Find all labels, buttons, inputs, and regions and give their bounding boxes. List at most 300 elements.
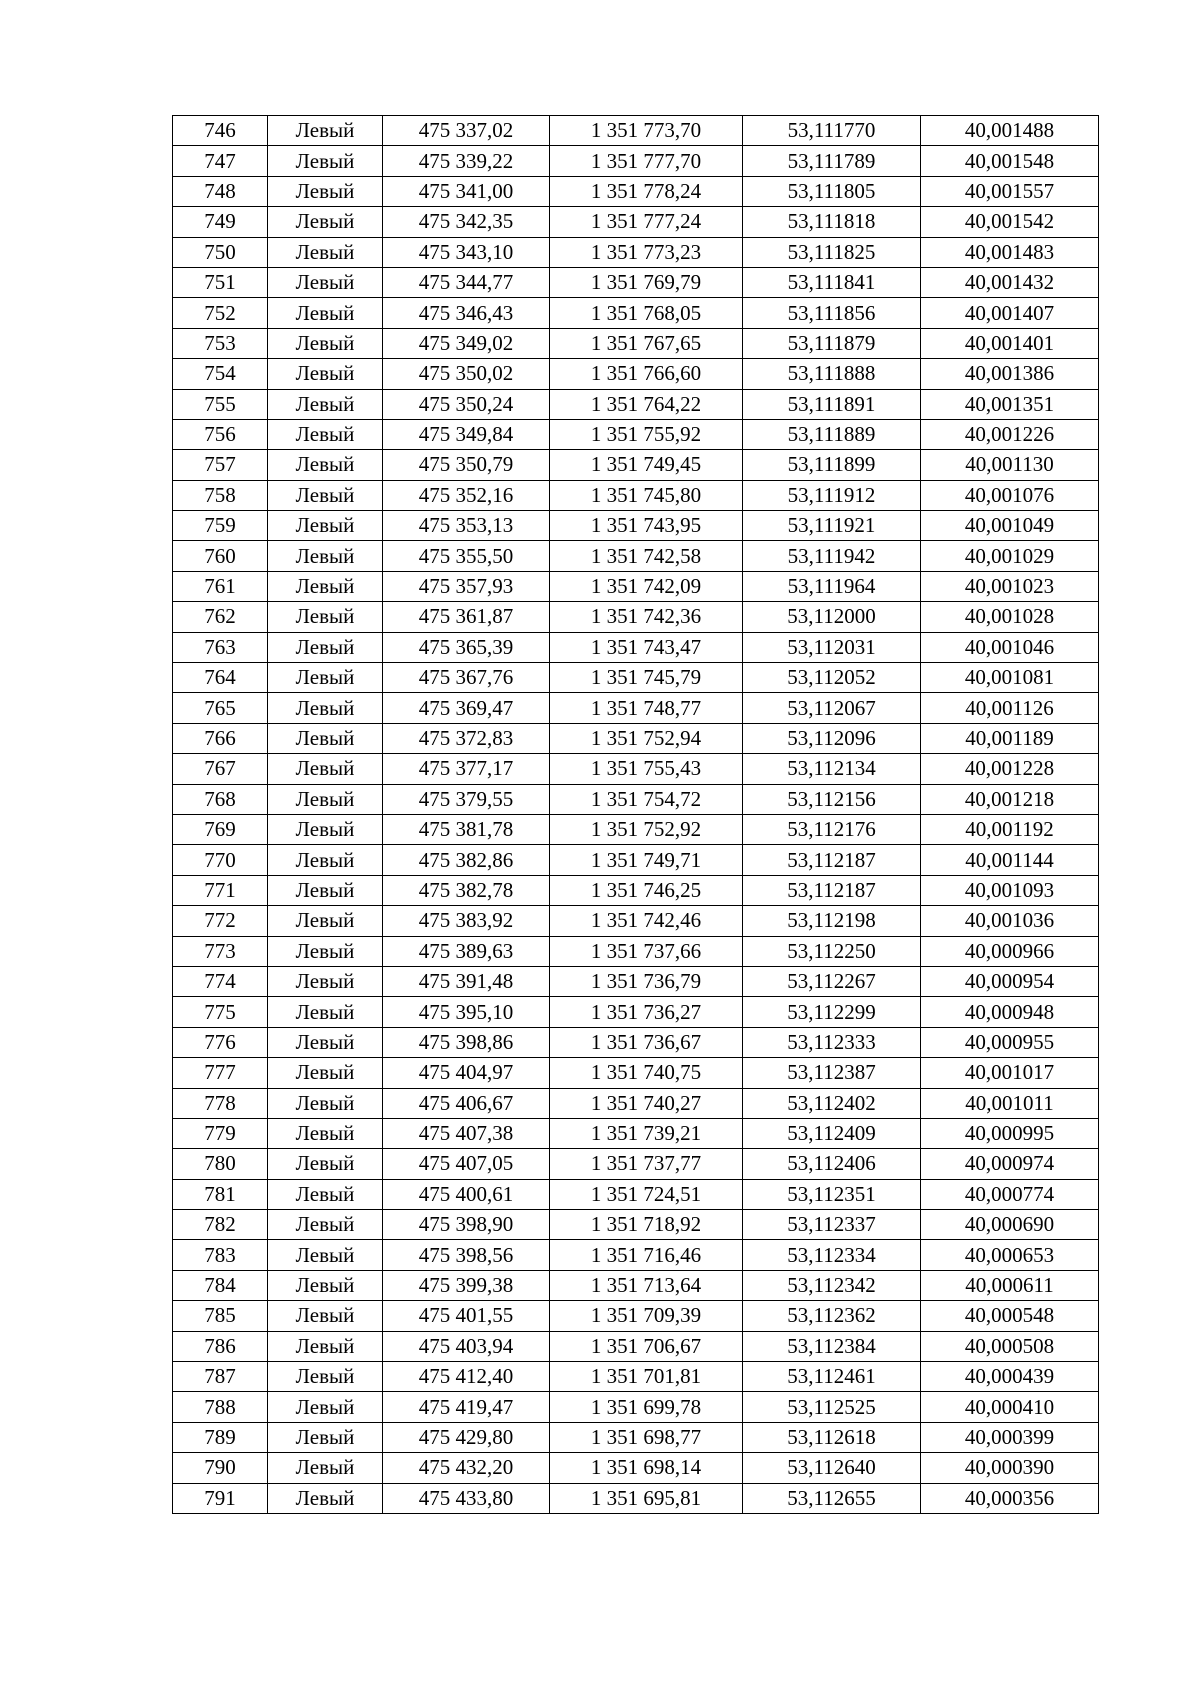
latitude-cell: 53,112342 — [743, 1270, 921, 1300]
table-row — [173, 207, 1099, 237]
y-coordinate-cell: 1 351 745,79 — [550, 663, 743, 693]
latitude-cell: 53,112267 — [743, 966, 921, 996]
table-row — [173, 1149, 1099, 1179]
table-row — [173, 663, 1099, 693]
point-number-cell: 790 — [173, 1453, 268, 1483]
latitude-cell: 53,112406 — [743, 1149, 921, 1179]
latitude-cell: 53,111899 — [743, 450, 921, 480]
longitude-cell: 40,000390 — [921, 1453, 1099, 1483]
table-row — [173, 632, 1099, 662]
y-coordinate-cell: 1 351 742,09 — [550, 571, 743, 601]
x-coordinate-cell: 475 383,92 — [383, 906, 550, 936]
side-cell: Левый — [268, 298, 383, 328]
side-cell: Левый — [268, 966, 383, 996]
table-row — [173, 541, 1099, 571]
point-number-cell: 780 — [173, 1149, 268, 1179]
point-number-cell: 750 — [173, 237, 268, 267]
x-coordinate-cell: 475 350,02 — [383, 359, 550, 389]
y-coordinate-cell: 1 351 698,77 — [550, 1422, 743, 1452]
table-row — [173, 359, 1099, 389]
y-coordinate-cell: 1 351 777,70 — [550, 146, 743, 176]
table-row — [173, 1331, 1099, 1361]
side-cell: Левый — [268, 1058, 383, 1088]
side-cell: Левый — [268, 176, 383, 206]
longitude-cell: 40,000410 — [921, 1392, 1099, 1422]
table-row — [173, 450, 1099, 480]
side-cell: Левый — [268, 480, 383, 510]
table-row — [173, 1483, 1099, 1513]
point-number-cell: 776 — [173, 1027, 268, 1057]
x-coordinate-cell: 475 350,79 — [383, 450, 550, 480]
y-coordinate-cell: 1 351 769,79 — [550, 267, 743, 297]
point-number-cell: 768 — [173, 784, 268, 814]
table-row — [173, 511, 1099, 541]
x-coordinate-cell: 475 352,16 — [383, 480, 550, 510]
coordinates-table-body — [173, 116, 1099, 1514]
point-number-cell: 766 — [173, 723, 268, 753]
point-number-cell: 751 — [173, 267, 268, 297]
x-coordinate-cell: 475 391,48 — [383, 966, 550, 996]
latitude-cell: 53,112250 — [743, 936, 921, 966]
point-number-cell: 774 — [173, 966, 268, 996]
x-coordinate-cell: 475 357,93 — [383, 571, 550, 601]
table-row — [173, 1058, 1099, 1088]
point-number-cell: 752 — [173, 298, 268, 328]
latitude-cell: 53,111964 — [743, 571, 921, 601]
side-cell: Левый — [268, 1118, 383, 1148]
side-cell: Левый — [268, 1027, 383, 1057]
latitude-cell: 53,112299 — [743, 997, 921, 1027]
latitude-cell: 53,112176 — [743, 814, 921, 844]
latitude-cell: 53,111888 — [743, 359, 921, 389]
latitude-cell: 53,111921 — [743, 511, 921, 541]
longitude-cell: 40,001049 — [921, 511, 1099, 541]
point-number-cell: 746 — [173, 116, 268, 146]
point-number-cell: 759 — [173, 511, 268, 541]
x-coordinate-cell: 475 372,83 — [383, 723, 550, 753]
longitude-cell: 40,001386 — [921, 359, 1099, 389]
x-coordinate-cell: 475 344,77 — [383, 267, 550, 297]
latitude-cell: 53,111891 — [743, 389, 921, 419]
x-coordinate-cell: 475 403,94 — [383, 1331, 550, 1361]
side-cell: Левый — [268, 814, 383, 844]
y-coordinate-cell: 1 351 768,05 — [550, 298, 743, 328]
x-coordinate-cell: 475 404,97 — [383, 1058, 550, 1088]
longitude-cell: 40,001488 — [921, 116, 1099, 146]
x-coordinate-cell: 475 406,67 — [383, 1088, 550, 1118]
x-coordinate-cell: 475 341,00 — [383, 176, 550, 206]
latitude-cell: 53,112334 — [743, 1240, 921, 1270]
latitude-cell: 53,112052 — [743, 663, 921, 693]
y-coordinate-cell: 1 351 736,79 — [550, 966, 743, 996]
y-coordinate-cell: 1 351 718,92 — [550, 1210, 743, 1240]
x-coordinate-cell: 475 429,80 — [383, 1422, 550, 1452]
table-row — [173, 784, 1099, 814]
x-coordinate-cell: 475 365,39 — [383, 632, 550, 662]
point-number-cell: 783 — [173, 1240, 268, 1270]
table-row — [173, 328, 1099, 358]
y-coordinate-cell: 1 351 739,21 — [550, 1118, 743, 1148]
x-coordinate-cell: 475 337,02 — [383, 116, 550, 146]
latitude-cell: 53,111912 — [743, 480, 921, 510]
side-cell: Левый — [268, 845, 383, 875]
longitude-cell: 40,000690 — [921, 1210, 1099, 1240]
latitude-cell: 53,112031 — [743, 632, 921, 662]
point-number-cell: 754 — [173, 359, 268, 389]
point-number-cell: 771 — [173, 875, 268, 905]
point-number-cell: 782 — [173, 1210, 268, 1240]
x-coordinate-cell: 475 349,84 — [383, 419, 550, 449]
y-coordinate-cell: 1 351 743,47 — [550, 632, 743, 662]
latitude-cell: 53,112198 — [743, 906, 921, 936]
side-cell: Левый — [268, 237, 383, 267]
latitude-cell: 53,111789 — [743, 146, 921, 176]
point-number-cell: 775 — [173, 997, 268, 1027]
y-coordinate-cell: 1 351 736,67 — [550, 1027, 743, 1057]
point-number-cell: 777 — [173, 1058, 268, 1088]
point-number-cell: 787 — [173, 1362, 268, 1392]
latitude-cell: 53,112096 — [743, 723, 921, 753]
side-cell: Левый — [268, 571, 383, 601]
longitude-cell: 40,001023 — [921, 571, 1099, 601]
point-number-cell: 749 — [173, 207, 268, 237]
y-coordinate-cell: 1 351 701,81 — [550, 1362, 743, 1392]
y-coordinate-cell: 1 351 752,92 — [550, 814, 743, 844]
x-coordinate-cell: 475 355,50 — [383, 541, 550, 571]
table-row — [173, 966, 1099, 996]
y-coordinate-cell: 1 351 699,78 — [550, 1392, 743, 1422]
table-row — [173, 1118, 1099, 1148]
table-row — [173, 1392, 1099, 1422]
longitude-cell: 40,001130 — [921, 450, 1099, 480]
x-coordinate-cell: 475 432,20 — [383, 1453, 550, 1483]
point-number-cell: 755 — [173, 389, 268, 419]
longitude-cell: 40,001351 — [921, 389, 1099, 419]
table-row — [173, 1301, 1099, 1331]
x-coordinate-cell: 475 377,17 — [383, 754, 550, 784]
y-coordinate-cell: 1 351 764,22 — [550, 389, 743, 419]
side-cell: Левый — [268, 1422, 383, 1452]
latitude-cell: 53,112461 — [743, 1362, 921, 1392]
side-cell: Левый — [268, 1301, 383, 1331]
x-coordinate-cell: 475 346,43 — [383, 298, 550, 328]
table-row — [173, 997, 1099, 1027]
point-number-cell: 789 — [173, 1422, 268, 1452]
longitude-cell: 40,000356 — [921, 1483, 1099, 1513]
point-number-cell: 770 — [173, 845, 268, 875]
y-coordinate-cell: 1 351 706,67 — [550, 1331, 743, 1361]
latitude-cell: 53,112351 — [743, 1179, 921, 1209]
x-coordinate-cell: 475 343,10 — [383, 237, 550, 267]
side-cell: Левый — [268, 875, 383, 905]
y-coordinate-cell: 1 351 698,14 — [550, 1453, 743, 1483]
x-coordinate-cell: 475 398,90 — [383, 1210, 550, 1240]
x-coordinate-cell: 475 389,63 — [383, 936, 550, 966]
latitude-cell: 53,111805 — [743, 176, 921, 206]
longitude-cell: 40,000955 — [921, 1027, 1099, 1057]
side-cell: Левый — [268, 754, 383, 784]
table-row — [173, 176, 1099, 206]
table-row — [173, 1088, 1099, 1118]
point-number-cell: 785 — [173, 1301, 268, 1331]
latitude-cell: 53,112067 — [743, 693, 921, 723]
longitude-cell: 40,000995 — [921, 1118, 1099, 1148]
y-coordinate-cell: 1 351 748,77 — [550, 693, 743, 723]
table-row — [173, 237, 1099, 267]
longitude-cell: 40,001093 — [921, 875, 1099, 905]
table-row — [173, 1240, 1099, 1270]
longitude-cell: 40,000399 — [921, 1422, 1099, 1452]
table-row — [173, 1210, 1099, 1240]
y-coordinate-cell: 1 351 716,46 — [550, 1240, 743, 1270]
table-row — [173, 116, 1099, 146]
side-cell: Левый — [268, 116, 383, 146]
y-coordinate-cell: 1 351 742,58 — [550, 541, 743, 571]
side-cell: Левый — [268, 267, 383, 297]
point-number-cell: 748 — [173, 176, 268, 206]
y-coordinate-cell: 1 351 743,95 — [550, 511, 743, 541]
x-coordinate-cell: 475 398,56 — [383, 1240, 550, 1270]
point-number-cell: 773 — [173, 936, 268, 966]
point-number-cell: 765 — [173, 693, 268, 723]
longitude-cell: 40,001226 — [921, 419, 1099, 449]
latitude-cell: 53,112187 — [743, 845, 921, 875]
point-number-cell: 786 — [173, 1331, 268, 1361]
longitude-cell: 40,000611 — [921, 1270, 1099, 1300]
longitude-cell: 40,001017 — [921, 1058, 1099, 1088]
longitude-cell: 40,001189 — [921, 723, 1099, 753]
side-cell: Левый — [268, 419, 383, 449]
x-coordinate-cell: 475 407,05 — [383, 1149, 550, 1179]
point-number-cell: 779 — [173, 1118, 268, 1148]
x-coordinate-cell: 475 381,78 — [383, 814, 550, 844]
side-cell: Левый — [268, 997, 383, 1027]
table-row — [173, 1453, 1099, 1483]
latitude-cell: 53,112187 — [743, 875, 921, 905]
latitude-cell: 53,112384 — [743, 1331, 921, 1361]
y-coordinate-cell: 1 351 742,46 — [550, 906, 743, 936]
table-row — [173, 389, 1099, 419]
longitude-cell: 40,001011 — [921, 1088, 1099, 1118]
longitude-cell: 40,000508 — [921, 1331, 1099, 1361]
side-cell: Левый — [268, 693, 383, 723]
latitude-cell: 53,112333 — [743, 1027, 921, 1057]
y-coordinate-cell: 1 351 749,71 — [550, 845, 743, 875]
table-row — [173, 1422, 1099, 1452]
longitude-cell: 40,001228 — [921, 754, 1099, 784]
table-row — [173, 571, 1099, 601]
latitude-cell: 53,111770 — [743, 116, 921, 146]
table-row — [173, 754, 1099, 784]
point-number-cell: 772 — [173, 906, 268, 936]
table-row — [173, 723, 1099, 753]
y-coordinate-cell: 1 351 777,24 — [550, 207, 743, 237]
y-coordinate-cell: 1 351 736,27 — [550, 997, 743, 1027]
side-cell: Левый — [268, 632, 383, 662]
x-coordinate-cell: 475 433,80 — [383, 1483, 550, 1513]
x-coordinate-cell: 475 382,78 — [383, 875, 550, 905]
point-number-cell: 784 — [173, 1270, 268, 1300]
y-coordinate-cell: 1 351 695,81 — [550, 1483, 743, 1513]
x-coordinate-cell: 475 400,61 — [383, 1179, 550, 1209]
side-cell: Левый — [268, 1483, 383, 1513]
x-coordinate-cell: 475 395,10 — [383, 997, 550, 1027]
table-row — [173, 1270, 1099, 1300]
longitude-cell: 40,001036 — [921, 906, 1099, 936]
y-coordinate-cell: 1 351 724,51 — [550, 1179, 743, 1209]
latitude-cell: 53,112655 — [743, 1483, 921, 1513]
longitude-cell: 40,001218 — [921, 784, 1099, 814]
latitude-cell: 53,111889 — [743, 419, 921, 449]
side-cell: Левый — [268, 328, 383, 358]
latitude-cell: 53,112402 — [743, 1088, 921, 1118]
longitude-cell: 40,000974 — [921, 1149, 1099, 1179]
table-row — [173, 298, 1099, 328]
y-coordinate-cell: 1 351 737,77 — [550, 1149, 743, 1179]
side-cell: Левый — [268, 541, 383, 571]
longitude-cell: 40,001557 — [921, 176, 1099, 206]
y-coordinate-cell: 1 351 713,64 — [550, 1270, 743, 1300]
side-cell: Левый — [268, 450, 383, 480]
x-coordinate-cell: 475 412,40 — [383, 1362, 550, 1392]
longitude-cell: 40,001081 — [921, 663, 1099, 693]
side-cell: Левый — [268, 207, 383, 237]
table-row — [173, 602, 1099, 632]
latitude-cell: 53,112618 — [743, 1422, 921, 1452]
point-number-cell: 778 — [173, 1088, 268, 1118]
point-number-cell: 788 — [173, 1392, 268, 1422]
side-cell: Левый — [268, 906, 383, 936]
table-row — [173, 693, 1099, 723]
x-coordinate-cell: 475 353,13 — [383, 511, 550, 541]
point-number-cell: 769 — [173, 814, 268, 844]
table-row — [173, 267, 1099, 297]
side-cell: Левый — [268, 602, 383, 632]
x-coordinate-cell: 475 382,86 — [383, 845, 550, 875]
x-coordinate-cell: 475 350,24 — [383, 389, 550, 419]
x-coordinate-cell: 475 398,86 — [383, 1027, 550, 1057]
point-number-cell: 767 — [173, 754, 268, 784]
side-cell: Левый — [268, 1453, 383, 1483]
latitude-cell: 53,111825 — [743, 237, 921, 267]
y-coordinate-cell: 1 351 752,94 — [550, 723, 743, 753]
side-cell: Левый — [268, 936, 383, 966]
y-coordinate-cell: 1 351 778,24 — [550, 176, 743, 206]
latitude-cell: 53,111879 — [743, 328, 921, 358]
longitude-cell: 40,001192 — [921, 814, 1099, 844]
y-coordinate-cell: 1 351 737,66 — [550, 936, 743, 966]
side-cell: Левый — [268, 389, 383, 419]
table-row — [173, 1362, 1099, 1392]
longitude-cell: 40,001483 — [921, 237, 1099, 267]
table-row — [173, 936, 1099, 966]
coordinates-table — [172, 115, 1099, 1514]
side-cell: Левый — [268, 663, 383, 693]
latitude-cell: 53,112156 — [743, 784, 921, 814]
latitude-cell: 53,112362 — [743, 1301, 921, 1331]
point-number-cell: 753 — [173, 328, 268, 358]
longitude-cell: 40,001028 — [921, 602, 1099, 632]
table-row — [173, 845, 1099, 875]
longitude-cell: 40,001076 — [921, 480, 1099, 510]
side-cell: Левый — [268, 1270, 383, 1300]
latitude-cell: 53,111841 — [743, 267, 921, 297]
side-cell: Левый — [268, 1392, 383, 1422]
y-coordinate-cell: 1 351 766,60 — [550, 359, 743, 389]
point-number-cell: 791 — [173, 1483, 268, 1513]
longitude-cell: 40,001126 — [921, 693, 1099, 723]
latitude-cell: 53,112387 — [743, 1058, 921, 1088]
x-coordinate-cell: 475 379,55 — [383, 784, 550, 814]
latitude-cell: 53,112134 — [743, 754, 921, 784]
side-cell: Левый — [268, 723, 383, 753]
x-coordinate-cell: 475 401,55 — [383, 1301, 550, 1331]
x-coordinate-cell: 475 339,22 — [383, 146, 550, 176]
latitude-cell: 53,112337 — [743, 1210, 921, 1240]
y-coordinate-cell: 1 351 773,23 — [550, 237, 743, 267]
y-coordinate-cell: 1 351 767,65 — [550, 328, 743, 358]
longitude-cell: 40,001401 — [921, 328, 1099, 358]
latitude-cell: 53,112640 — [743, 1453, 921, 1483]
longitude-cell: 40,000948 — [921, 997, 1099, 1027]
x-coordinate-cell: 475 361,87 — [383, 602, 550, 632]
table-row — [173, 814, 1099, 844]
point-number-cell: 781 — [173, 1179, 268, 1209]
side-cell: Левый — [268, 1362, 383, 1392]
side-cell: Левый — [268, 1331, 383, 1361]
latitude-cell: 53,111818 — [743, 207, 921, 237]
longitude-cell: 40,000653 — [921, 1240, 1099, 1270]
y-coordinate-cell: 1 351 773,70 — [550, 116, 743, 146]
point-number-cell: 760 — [173, 541, 268, 571]
latitude-cell: 53,112409 — [743, 1118, 921, 1148]
side-cell: Левый — [268, 784, 383, 814]
longitude-cell: 40,001144 — [921, 845, 1099, 875]
point-number-cell: 756 — [173, 419, 268, 449]
x-coordinate-cell: 475 399,38 — [383, 1270, 550, 1300]
point-number-cell: 764 — [173, 663, 268, 693]
x-coordinate-cell: 475 419,47 — [383, 1392, 550, 1422]
latitude-cell: 53,111942 — [743, 541, 921, 571]
point-number-cell: 757 — [173, 450, 268, 480]
longitude-cell: 40,000954 — [921, 966, 1099, 996]
point-number-cell: 758 — [173, 480, 268, 510]
point-number-cell: 762 — [173, 602, 268, 632]
table-row — [173, 875, 1099, 905]
side-cell: Левый — [268, 511, 383, 541]
y-coordinate-cell: 1 351 745,80 — [550, 480, 743, 510]
table-row — [173, 906, 1099, 936]
x-coordinate-cell: 475 407,38 — [383, 1118, 550, 1148]
y-coordinate-cell: 1 351 755,43 — [550, 754, 743, 784]
y-coordinate-cell: 1 351 749,45 — [550, 450, 743, 480]
side-cell: Левый — [268, 1240, 383, 1270]
point-number-cell: 761 — [173, 571, 268, 601]
longitude-cell: 40,000439 — [921, 1362, 1099, 1392]
point-number-cell: 747 — [173, 146, 268, 176]
x-coordinate-cell: 475 367,76 — [383, 663, 550, 693]
latitude-cell: 53,112000 — [743, 602, 921, 632]
side-cell: Левый — [268, 359, 383, 389]
y-coordinate-cell: 1 351 754,72 — [550, 784, 743, 814]
latitude-cell: 53,111856 — [743, 298, 921, 328]
longitude-cell: 40,001029 — [921, 541, 1099, 571]
table-row — [173, 146, 1099, 176]
table-row — [173, 1027, 1099, 1057]
table-row — [173, 480, 1099, 510]
longitude-cell: 40,001432 — [921, 267, 1099, 297]
longitude-cell: 40,001407 — [921, 298, 1099, 328]
